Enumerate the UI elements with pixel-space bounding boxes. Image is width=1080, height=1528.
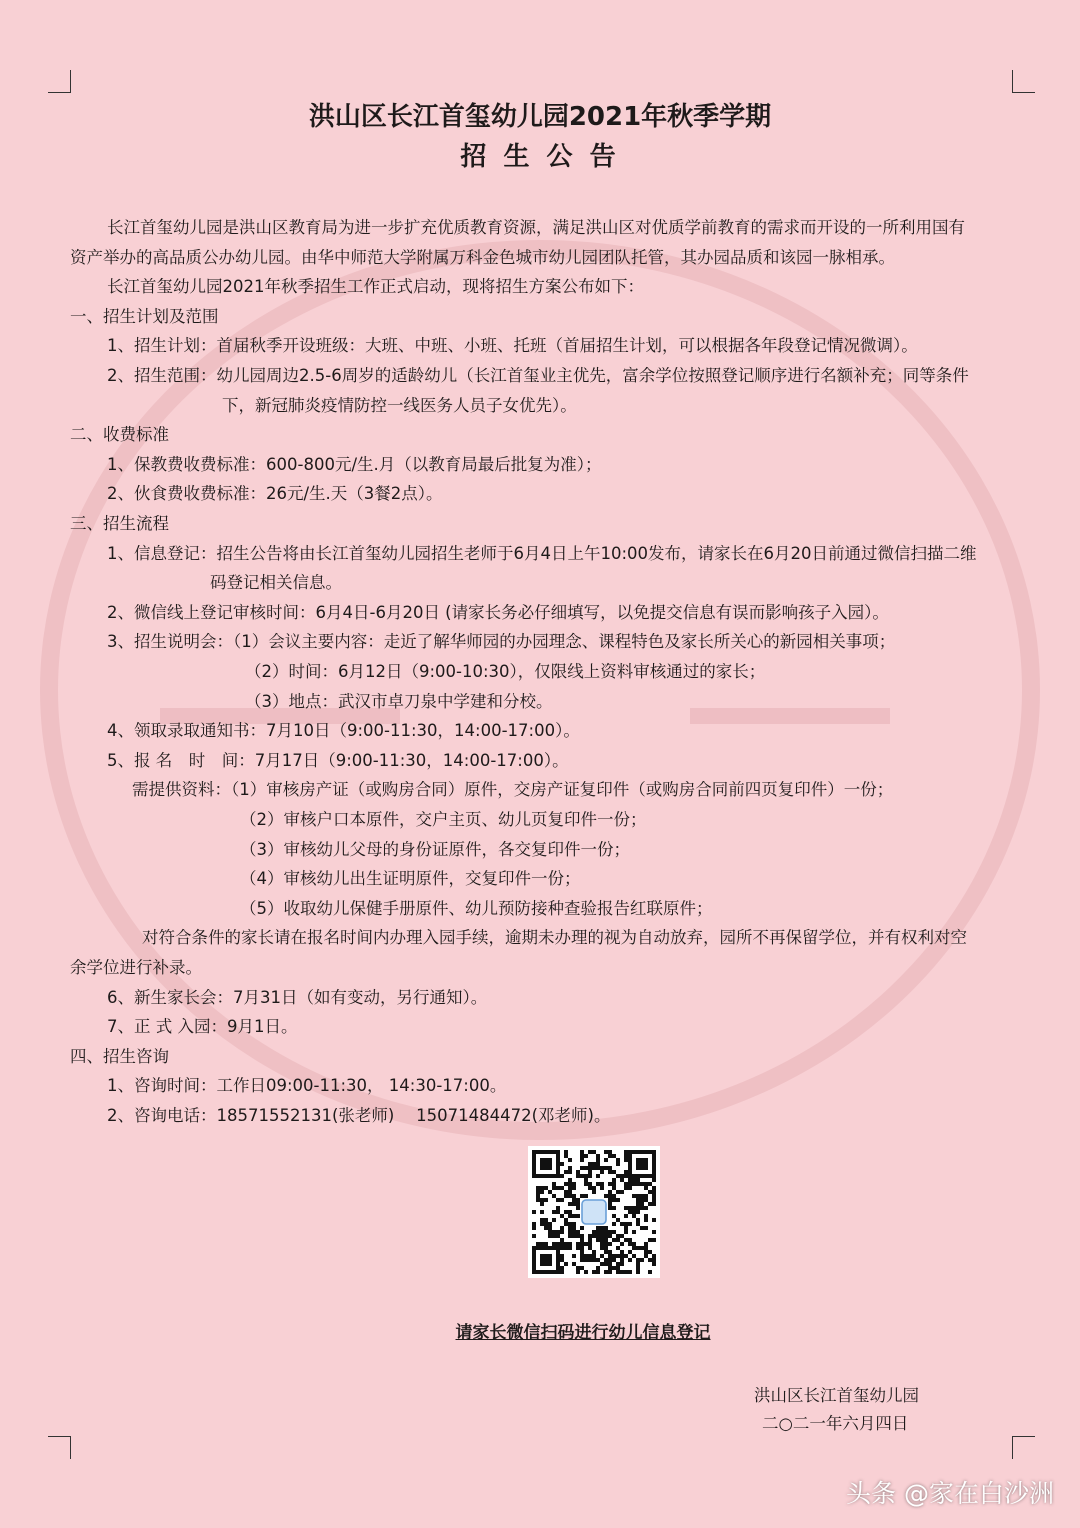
notice-line: 1、保教费收费标准：600-800元/生.月（以教育局最后批复为准）； bbox=[107, 454, 602, 474]
notice-line: 2、伙食费收费标准：26元/生.天（3餐2点）。 bbox=[107, 484, 443, 504]
crop-mark bbox=[1012, 1436, 1035, 1459]
crop-mark bbox=[1012, 70, 1035, 93]
signature-date: 二○二一年六月四日 bbox=[762, 1414, 909, 1433]
notice-line: 4、领取录取通知书：7月10日（9:00-11:30，14:00-17:00）。 bbox=[107, 721, 580, 741]
notice-line: 2、招生范围：幼儿园周边2.5-6周岁的适龄幼儿（长江首玺业主优先，富余学位按照登记顺序进行名额补充；同等条件 bbox=[107, 366, 969, 385]
notice-line: （2）审核户口本原件，交户主页、幼儿页复印件一份； bbox=[240, 810, 647, 829]
notice-line: （2）时间：6月12日（9:00-10:30），仅限线上资料审核通过的家长； bbox=[245, 662, 766, 681]
notice-line: 3、招生说明会：（1）会议主要内容：走近了解华师园的办园理念、课程特色及家长所关心的新园相关事项； bbox=[107, 632, 896, 652]
notice-line: （5）收取幼儿保健手册原件、幼儿预防接种查验报告红联原件； bbox=[240, 898, 713, 918]
document-subtitle: 招 生 公 告 bbox=[460, 142, 620, 172]
toutiao-watermark: 头条 @家在白沙洲 bbox=[846, 1479, 1054, 1508]
notice-line: 码登记相关信息。 bbox=[210, 573, 342, 593]
qr-caption: 请家长微信扫码进行幼儿信息登记 bbox=[455, 1323, 711, 1343]
notice-line: 二、收费标准 bbox=[70, 425, 169, 445]
notice-line: （4）审核幼儿出生证明原件，交复印件一份； bbox=[240, 869, 581, 889]
crop-mark bbox=[48, 1436, 71, 1459]
notice-line: 资产举办的高品质公办幼儿园。由华中师范大学附属万科金色城市幼儿园团队托管，其办园品质和该园一脉相承。 bbox=[70, 247, 895, 267]
notice-line: 对符合条件的家长请在报名时间内办理入园手续，逾期未办理的视为自动放弃，园所不再保留学位，并有权利对空 bbox=[142, 928, 967, 948]
crop-mark bbox=[48, 70, 71, 93]
notice-line: 下，新冠肺炎疫情防控一线医务人员子女优先）。 bbox=[222, 395, 577, 415]
notice-line: 6、新生家长会：7月31日（如有变动，另行通知）。 bbox=[107, 987, 488, 1007]
notice-line: 一、招生计划及范围 bbox=[70, 306, 219, 326]
notice-line: 2、微信线上登记审核时间：6月4日-6月20日 (请家长务必仔细填写，以免提交信息有误而影响孩子入园）。 bbox=[107, 602, 889, 622]
notice-line: 1、信息登记：招生公告将由长江首玺幼儿园招生老师于6月4日上午10:00发布，请家长在6月20日前通过微信扫描二维 bbox=[107, 543, 977, 563]
notice-line: 四、招生咨询 bbox=[70, 1046, 169, 1066]
document-title: 洪山区长江首玺幼儿园2021年秋季学期 bbox=[308, 102, 772, 132]
notice-line: 7、正 式 入园：9月1日。 bbox=[107, 1017, 298, 1037]
signature-org: 洪山区长江首玺幼儿园 bbox=[754, 1386, 919, 1405]
seal-bar bbox=[690, 708, 890, 724]
notice-line: 长江首玺幼儿园是洪山区教育局为进一步扩充优质教育资源，满足洪山区对优质学前教育的需求而开设的一所利用国有 bbox=[107, 218, 965, 237]
notice-line: 1、咨询时间：工作日09:00-11:30， 14:30-17:00。 bbox=[107, 1076, 507, 1096]
notice-line: 长江首玺幼儿园2021年秋季招生工作正式启动，现将招生方案公布如下： bbox=[107, 277, 644, 297]
notice-line: 三、招生流程 bbox=[70, 514, 169, 533]
notice-line: 余学位进行补录。 bbox=[70, 958, 202, 977]
notice-line: 5、报 名 时 间：7月17日（9:00-11:30，14:00-17:00）。 bbox=[107, 750, 569, 770]
notice-line: （3）审核幼儿父母的身份证原件，各交复印件一份； bbox=[240, 839, 630, 859]
notice-line: （3）地点：武汉市卓刀泉中学建和分校。 bbox=[245, 691, 553, 711]
qr-code bbox=[528, 1146, 660, 1278]
notice-line: 1、招生计划：首届秋季开设班级：大班、中班、小班、托班（首届招生计划，可以根据各年段登记情况微调）。 bbox=[107, 336, 918, 356]
notice-line: 2、咨询电话：18571552131(张老师) 15071484472(邓老师)。 bbox=[107, 1106, 611, 1125]
notice-line: 需提供资料：（1）审核房产证（或购房合同）原件，交房产证复印件（或购房合同前四页复印件）一份； bbox=[132, 780, 894, 800]
